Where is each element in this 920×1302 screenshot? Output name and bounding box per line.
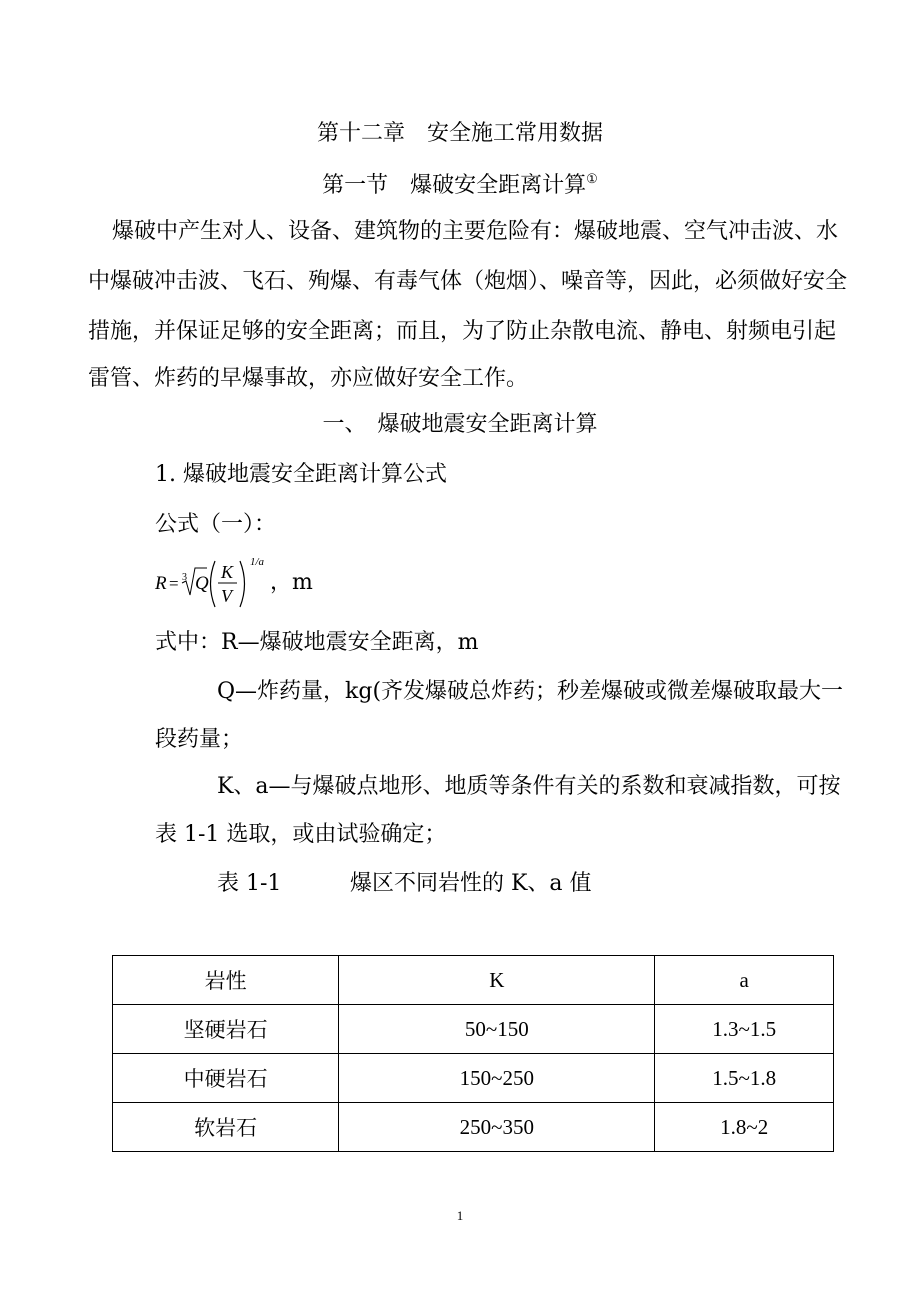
page-number: 1 bbox=[456, 1208, 464, 1223]
footnote-marker: ① bbox=[586, 172, 598, 187]
formula-unit: ，m bbox=[270, 570, 313, 595]
formula-lhs: R bbox=[155, 573, 167, 594]
item-title: 1. 爆破地震安全距离计算公式 bbox=[155, 462, 447, 487]
cell-rock-type: 软岩石 bbox=[113, 1103, 339, 1152]
cell-rock-type: 坚硬岩石 bbox=[113, 1005, 339, 1054]
cell-a: 1.5~1.8 bbox=[655, 1054, 834, 1103]
cell-a: 1.3~1.5 bbox=[655, 1005, 834, 1054]
formula-label: 公式（一）： bbox=[155, 512, 277, 537]
header-k: K bbox=[339, 956, 655, 1005]
cell-k: 150~250 bbox=[339, 1054, 655, 1103]
chapter-title: 第十二章 安全施工常用数据 bbox=[316, 121, 603, 146]
table-row bbox=[113, 1054, 834, 1103]
formula-eq: = bbox=[169, 574, 179, 593]
cell-k: 250~350 bbox=[339, 1103, 655, 1152]
intro-line-4: 雷管、炸药的早爆事故，亦应做好安全工作。 bbox=[88, 366, 529, 391]
table-row bbox=[113, 1005, 834, 1054]
table-row bbox=[113, 1103, 834, 1152]
formula-one bbox=[155, 555, 265, 611]
intro-line-2: 中爆破冲击波、飞石、殉爆、有毒气体（炮烟）、噪音等，因此，必须做好安全 bbox=[88, 269, 848, 294]
definition-q-line-1: Q—炸药量，kg(齐发爆破总炸药；秒差爆破或微差爆破取最大一 bbox=[217, 679, 844, 704]
table-caption-number: 表 1-1 bbox=[217, 871, 282, 896]
formula-graphic bbox=[155, 555, 265, 611]
intro-line-3: 措施，并保证足够的安全距离；而且，为了防止杂散电流、静电、射频电引起 bbox=[88, 319, 837, 344]
cell-rock-type: 中硬岩石 bbox=[113, 1054, 339, 1103]
table-header-row bbox=[113, 956, 834, 1005]
subsection-title: 一、 爆破地震安全距离计算 bbox=[322, 412, 598, 437]
definition-q-line-2: 段药量； bbox=[155, 727, 244, 752]
formula-numerator: K bbox=[221, 562, 234, 582]
formula-radicand: Q bbox=[195, 573, 209, 594]
intro-line-1: 爆破中产生对人、设备、建筑物的主要危险有：爆破地震、空气冲击波、水 bbox=[112, 219, 839, 244]
formula-exponent: 1/a bbox=[250, 556, 265, 568]
formula-root-index: 3 bbox=[182, 572, 187, 583]
left-paren bbox=[211, 561, 216, 607]
table-caption-title: 爆区不同岩性的 K、a 值 bbox=[350, 871, 592, 896]
formula-denominator: V bbox=[221, 586, 232, 606]
header-a: a bbox=[655, 956, 834, 1005]
cell-a: 1.8~2 bbox=[655, 1103, 834, 1152]
header-rock-type: 岩性 bbox=[113, 956, 339, 1005]
cell-k: 50~150 bbox=[339, 1005, 655, 1054]
section-title bbox=[0, 172, 920, 200]
right-paren bbox=[240, 561, 245, 607]
definition-k-line-2: 表 1-1 选取，或由试验确定； bbox=[155, 822, 447, 847]
rock-kA-table bbox=[112, 955, 834, 1152]
definition-r: 式中：R—爆破地震安全距离，m bbox=[155, 630, 479, 655]
definition-k-line-1: K、a—与爆破点地形、地质等条件有关的系数和衰减指数，可按 bbox=[217, 774, 841, 799]
section-title-text: 第一节 爆破安全距离计算 bbox=[322, 173, 587, 198]
